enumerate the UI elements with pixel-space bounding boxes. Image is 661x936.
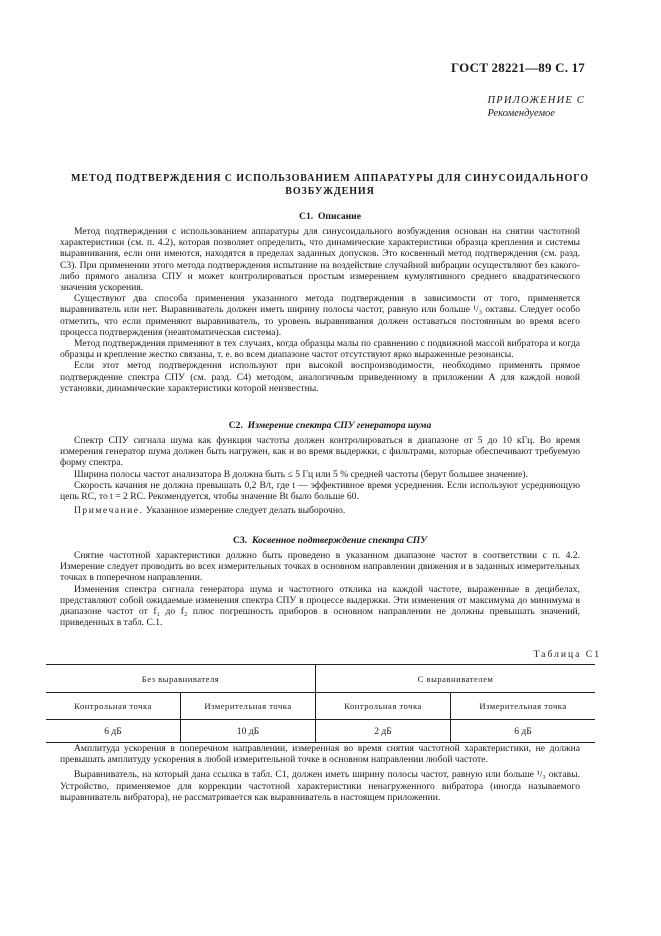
closing-body (60, 743, 580, 803)
section-number: С2. (228, 420, 243, 431)
table-c1 (46, 664, 595, 743)
paragraph: Выравниватель, на который дана ссылка в табл. С1, должен иметь ширину полосы частот, равную или больше ¹/₃ октавы. Устройство, применяемое для коррекции частотной характеристики ненагруженного вибратора (иногда называемого выравниватель вибратора), не рассматривается как выравниватель в настоящем приложении. (60, 769, 580, 803)
appendix-name: ПРИЛОЖЕНИЕ С (487, 95, 585, 106)
paragraph: Снятие частотной характеристики должно быть проведено в указанном диапазоне частот в соответствии с п. 4.2. Измерение следует проводить во всех измерительных точках в основном направлении движения и в заданных измерительных точках в поперечном направлении. (60, 550, 580, 584)
title-line-2: ВОЗБУЖДЕНИЯ (285, 186, 375, 197)
table-column-header: Контрольная точка (46, 693, 181, 720)
section-c2-heading (60, 420, 600, 431)
table-group-header: Без выравнивателя (46, 665, 316, 693)
title-line-1: МЕТОД ПОДТВЕРЖДЕНИЯ С ИСПОЛЬЗОВАНИЕМ АППАРАТУРЫ ДЛЯ СИНУСОИДАЛЬНОГО (71, 173, 589, 184)
paragraph: Метод подтверждения применяют в тех случаях, когда образцы малы по сравнению с подвижной массой вибратора и когда образцы и крепление жестко связаны, т. е. во всем диапазоне частот отсутствуют ярко выраженные резонансы. (60, 338, 580, 361)
paragraph: Существуют два способа применения указанного метода подтверждения в зависимости от того, применяется выравниватель или нет. Выравниватель должен иметь ширину полосы частот, равную или больше ¹/₃ октавы. Следует особо отметить, что если применяют выравниватель, то уровень выравнивания должен оставаться постоянным во время всего процесса подтверждения (неавтоматическая система). (60, 293, 580, 338)
table-cell: 6 дБ (451, 720, 596, 743)
table-cell: 6 дБ (46, 720, 181, 743)
table-cell: 2 дБ (316, 720, 451, 743)
page-header: ГОСТ 28221—89 С. 17 (451, 60, 585, 75)
note (60, 505, 580, 516)
section-number: С3. (233, 535, 248, 546)
paragraph: Ширина полосы частот анализатора B должна быть ≤ 5 Гц или 5 % средней частоты (берут большее значение). (74, 468, 528, 480)
paragraph: Метод подтверждения с использованием аппаратуры для синусоидального возбуждения основан на снятии частотной характеристики (см. п. 4.2), которая позволяет определить, что динамические характеристики образца крепления и системы выравнивания, если они имеются, находятся в пределах заданных допусков. Это косвенный метод подтверждения (см. разд. С3). При применении этого метода подтверждения испытание на воздействие случайной вибрации осуществляют без какого-либо прямого анализа СПУ и может контролироваться простым измерением кумулятивного среднего квадратического значения ускорения. (60, 226, 580, 294)
section-title: Косвенное подтверждение спектра СПУ (251, 535, 427, 546)
section-c3-heading (60, 535, 600, 546)
table-group-header: С выравнивателем (316, 665, 596, 693)
table-row (46, 720, 595, 743)
note-label: Примечание. (74, 505, 144, 517)
table-column-header: Измерительная точка (181, 693, 316, 720)
section-title: Описание (317, 211, 361, 222)
table-cell: 10 дБ (181, 720, 316, 743)
paragraph: Если этот метод подтверждения используют при высокой воспроизводимости, необходимо применять прямое подтверждение спектра СПУ (см. разд. С4) методом, аналогичным приведенному в приложении А для каждой новой установки, динамические характеристики которой неизвестны. (60, 360, 580, 394)
table-column-header: Контрольная точка (316, 693, 451, 720)
table-caption: Таблица С1 (533, 649, 601, 660)
section-c1-heading (60, 211, 600, 222)
paragraph: Изменения спектра сигнала генератора шума и частотного отклика на каждой частоте, выраженные в децибелах, представляют собой ожидаемые изменения спектра СПУ в процессе выдержки. Эти изменения от максимума до минимума в диапазоне частот от f₁ до f₂ плюс погрешность приборов в основном направлении не должны превышать значений, приведенных в табл. С.1. (60, 583, 580, 629)
table-group-header-row (46, 665, 595, 693)
table-column-header: Измерительная точка (451, 693, 596, 720)
section-number: С1. (299, 211, 314, 222)
paragraph: Амплитуда ускорения в поперечном направлении, измеренная во время снятия частотной характеристики, не должна превышать амплитуду ускорения в любой измерительной точке в основном направлении любой частоте. (60, 743, 580, 766)
paragraph: Спектр СПУ сигнала шума как функция частоты должен контролироваться в диапазоне от 5 до 10 кГц. Во время измерения генератор шума должен быть нагружен, как и во время выдержки, с фильтрами, которые обеспечивают требуемую форму спектра. (60, 435, 580, 469)
table-column-header-row (46, 693, 595, 720)
appendix-label (487, 94, 585, 120)
section-c1-body (60, 226, 580, 394)
note-text: Указанное измерение следует делать выборочно. (145, 505, 346, 517)
section-c2-body (60, 435, 580, 516)
appendix-status: Рекомендуемое (487, 108, 555, 119)
paragraph: Скорость качания не должна превышать 0,2 B/t, где t — эффективное время усреднения. Если используют усредняющую цепь RC, то t = 2 RC. Рекомендуется, чтобы значение Bt было больше 60. (60, 479, 580, 503)
section-title: Измерение спектра СПУ генератора шума (247, 420, 432, 431)
document-title (60, 172, 600, 198)
section-c3-body (60, 550, 580, 628)
